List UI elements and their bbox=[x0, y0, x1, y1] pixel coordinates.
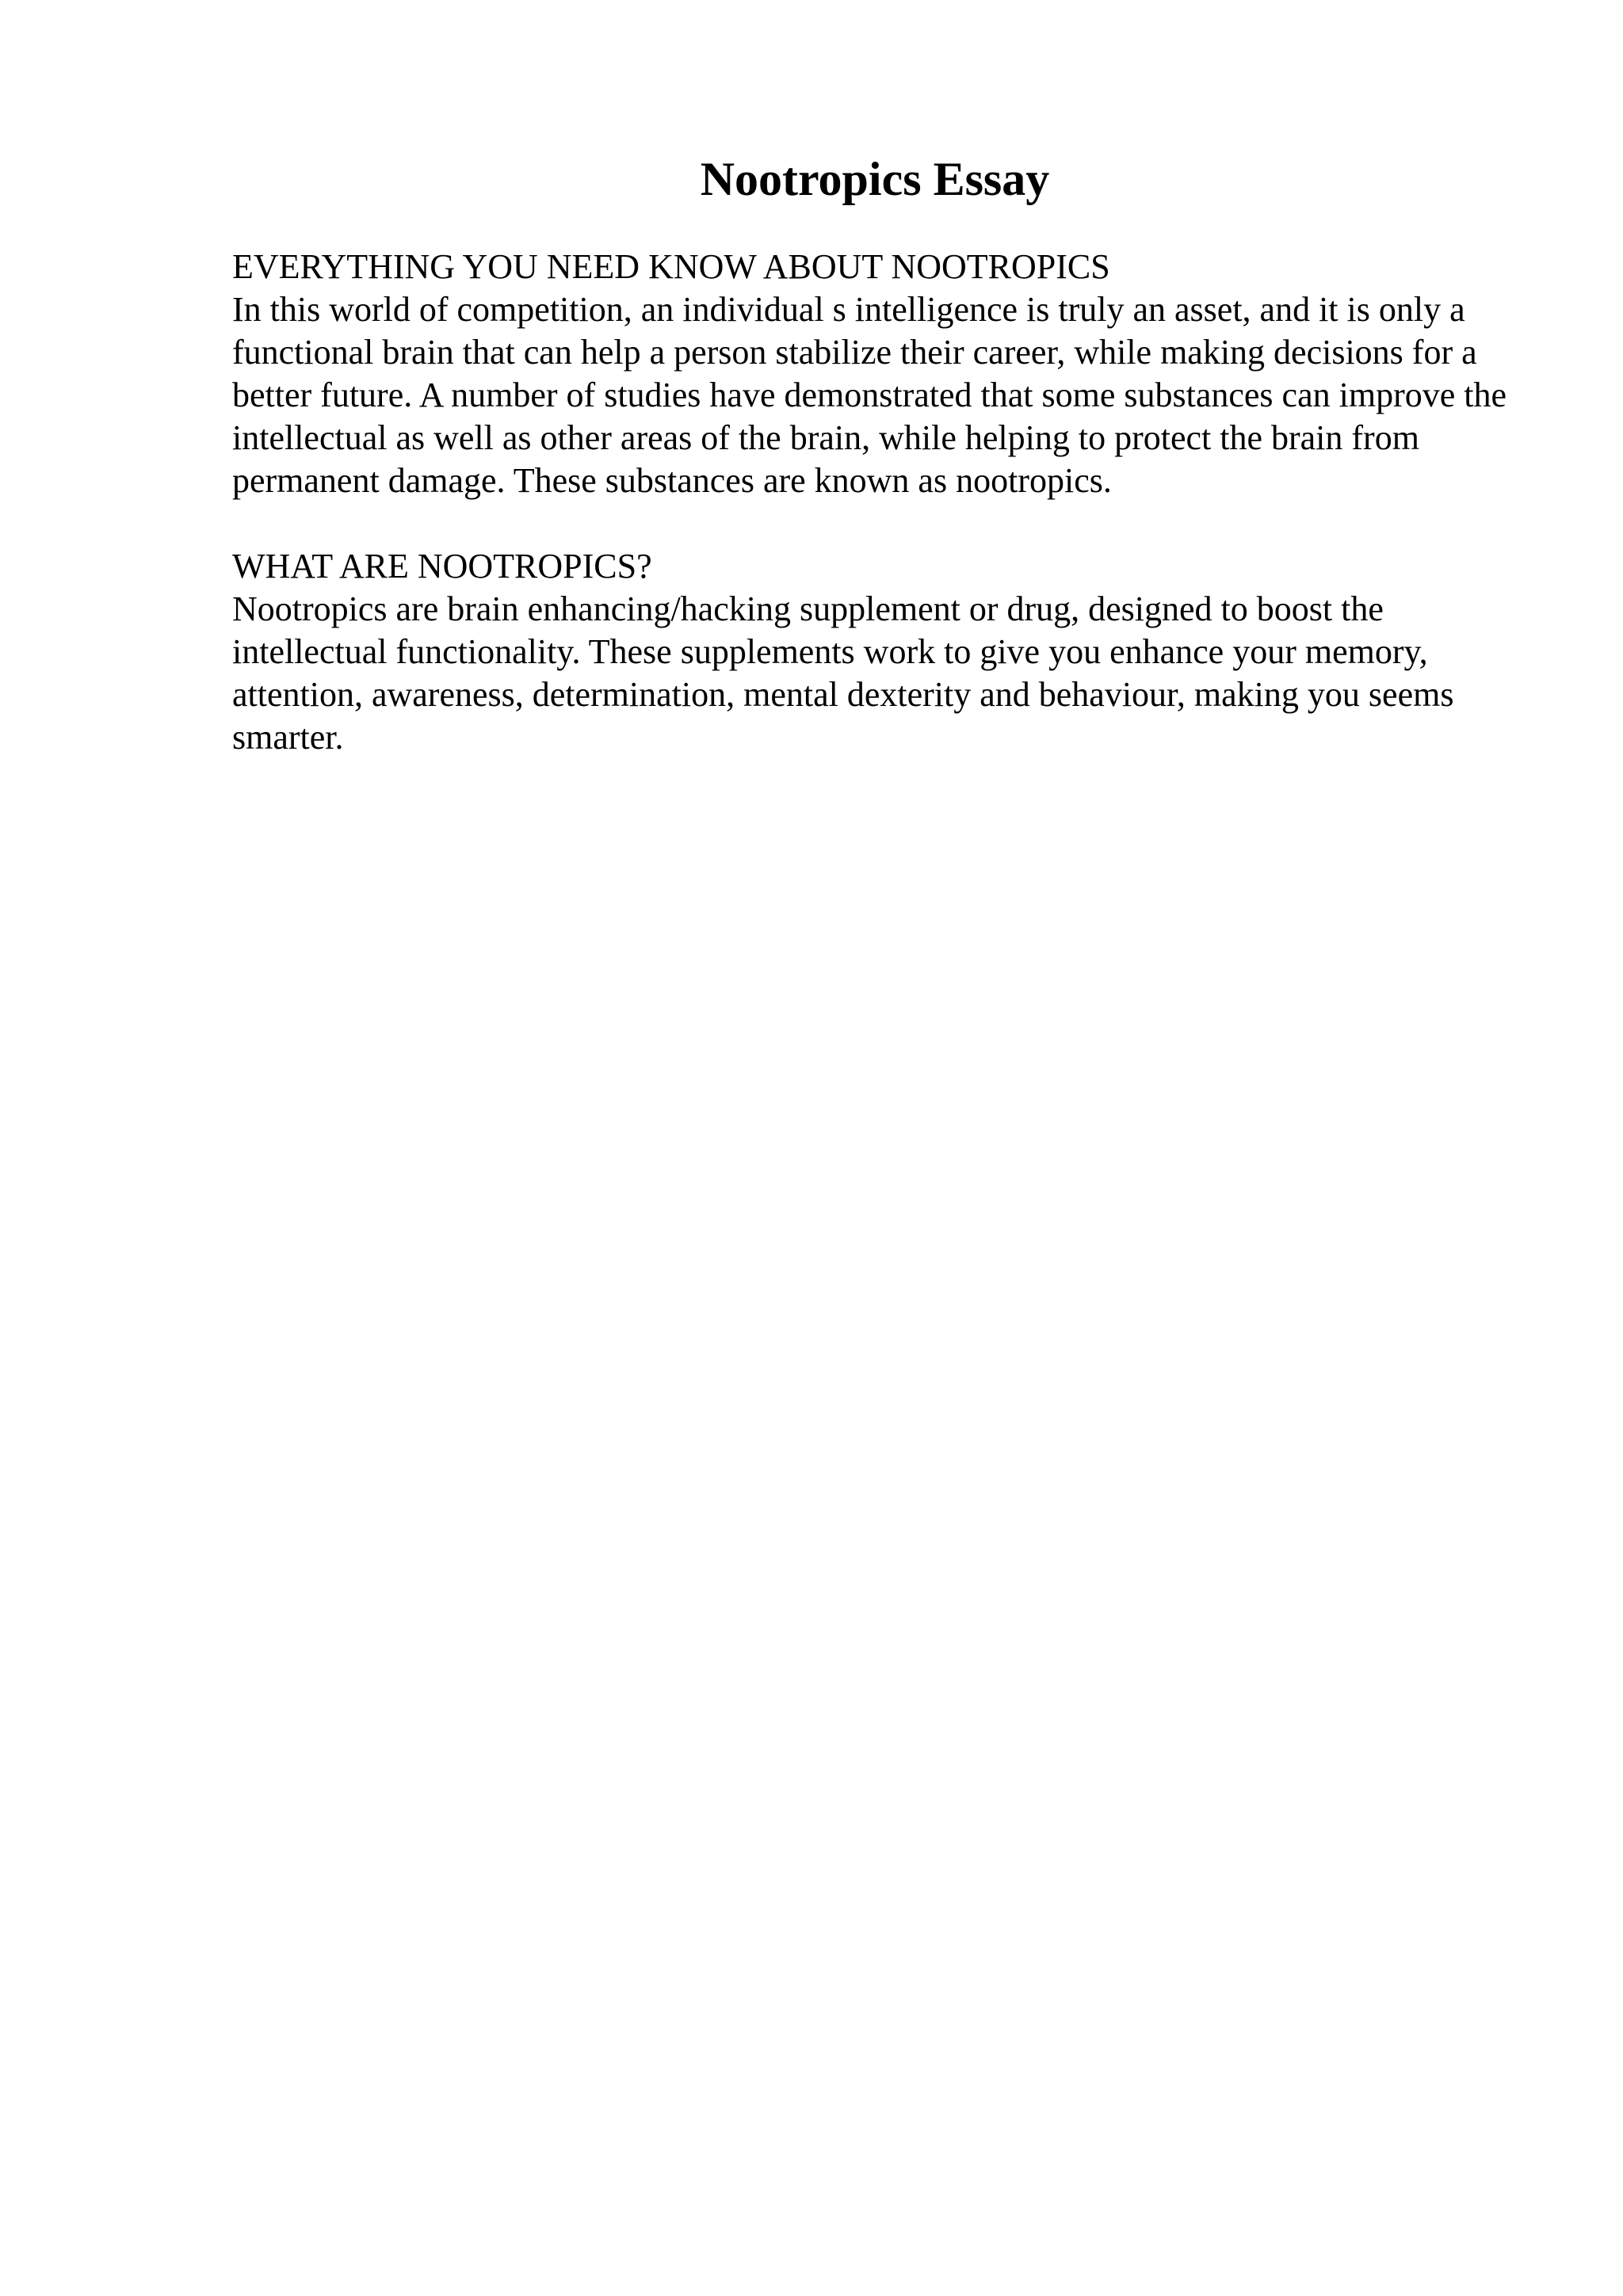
section-what-are-nootropics bbox=[232, 545, 1508, 759]
section-heading: EVERYTHING YOU NEED KNOW ABOUT NOOTROPICS bbox=[232, 247, 1110, 286]
section-heading: WHAT ARE NOOTROPICS? bbox=[232, 547, 652, 585]
document-title: Nootropics Essay bbox=[700, 153, 1050, 205]
section-paragraph: Nootropics are brain enhancing/hacking supplement or drug, designed to boost the intellectual functionality. These supplements work to give you enhance your memory, attention, awareness, determination, mental dexterity and behaviour, making you seems smarter. bbox=[232, 589, 1454, 757]
section-everything-about-nootropics bbox=[232, 246, 1508, 502]
section-paragraph: In this world of competition, an individual s intelligence is truly an asset, and it is only a functional brain that can help a person stabilize their career, while making decisions for a better future. A number of studies have demonstrated that some substances can improve the intellectual as well as other areas of the brain, while helping to protect the brain from permanent damage. These substances are known as nootropics. bbox=[232, 290, 1507, 500]
document-content bbox=[232, 246, 1508, 759]
